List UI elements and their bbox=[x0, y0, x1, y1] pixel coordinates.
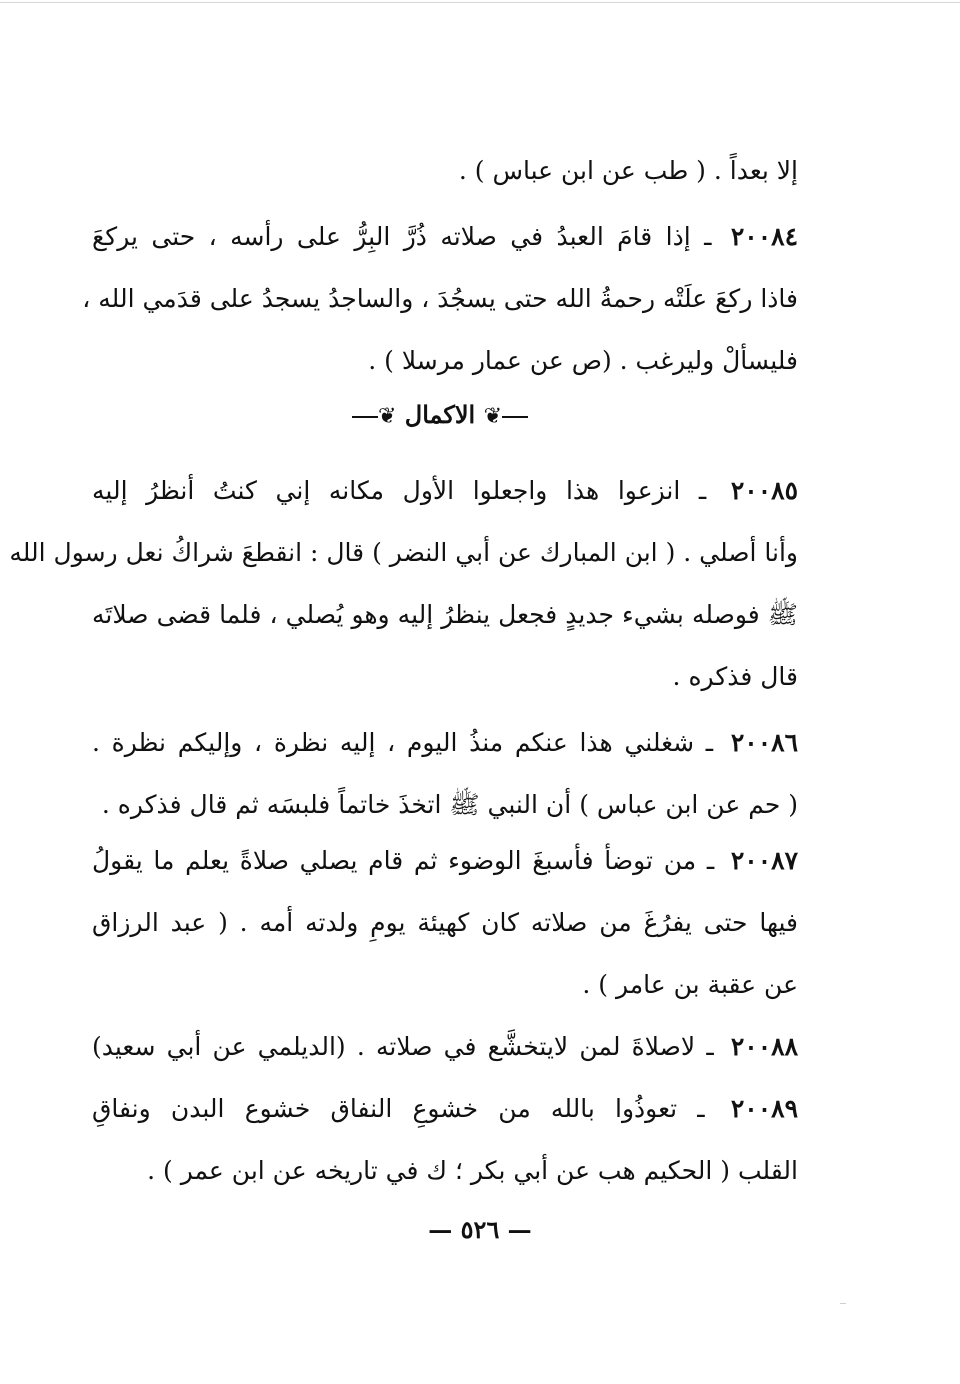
text-line bbox=[92, 206, 798, 268]
hadith-number: ٢٠٠٨٤ bbox=[730, 222, 799, 251]
hadith-20087 bbox=[92, 830, 798, 1016]
hadith-number: ٢٠٠٨٥ bbox=[730, 476, 798, 505]
text-line bbox=[92, 712, 798, 774]
ornament-icon: ❦ bbox=[483, 403, 502, 429]
ornament-icon: ❦ bbox=[378, 403, 397, 429]
page-number: — ٥٢٦ — bbox=[428, 1215, 532, 1244]
text-line-content: ـ شغلني هذا عنكم منذُ اليوم ، إليه نظرة ، وإليكم نظرة . bbox=[92, 728, 714, 757]
hadith-20089 bbox=[92, 1078, 798, 1202]
text-line: القلب ( الحكيم هب عن أبي بكر ؛ ك في تاريخه عن ابن عمر ) . bbox=[147, 1156, 798, 1185]
text-line bbox=[92, 1016, 798, 1078]
text-line: فاذا ركعَ علَتْه رحمةُ الله حتى يسجُدَ ، والساجدُ يسجدُ على قدَمي الله ، bbox=[82, 284, 798, 313]
text-line-content: ـ تعوذُوا بالله من خشوعِ النفاق خشوع البدن ونفاقِ bbox=[92, 1094, 705, 1123]
text-line-content: ـ إذا قامَ العبدُ في صلاته ذُرَّ البِرُّ على رأسه ، حتى يركعَ bbox=[92, 222, 712, 251]
text-line: إلا بعداً . ( طب عن ابن عباس ) . bbox=[458, 156, 798, 185]
hadith-number: ٢٠٠٨٧ bbox=[730, 846, 798, 875]
text-line bbox=[92, 1078, 798, 1140]
text-line bbox=[92, 460, 798, 522]
text-line: ﷺ فوصله بشيء جديدٍ فجعل ينظرُ إليه وهو يُصلي ، فلما قضى صلاتَه bbox=[92, 600, 798, 629]
hadith-20085 bbox=[9, 460, 798, 708]
text-line-content: ـ لاصلاةَ لمن لايتخشَّع في صلاته . (الديلمي عن أبي سعيد) bbox=[92, 1032, 714, 1061]
hadith-number: ٢٠٠٨٦ bbox=[730, 728, 798, 757]
text-line: فليسألْ وليرغب . (ص عن عمار مرسلا ) . bbox=[368, 346, 798, 375]
paragraph-continuation bbox=[92, 140, 798, 202]
text-line-content: ـ من توضأ فأسبغَ الوضوء ثم قام يصلي صلاةً يعلم ما يقولُ bbox=[92, 846, 715, 875]
text-line: قال فذكره . bbox=[672, 662, 798, 691]
hadith-20088 bbox=[92, 1016, 798, 1078]
text-line: فيها حتى يفرُغَ من صلاته كان كهيئة يومِ ولدته أمه . ( عبد الرزاق bbox=[92, 908, 798, 937]
scan-speck bbox=[840, 1303, 846, 1304]
ornament-line-icon bbox=[352, 416, 378, 418]
ornament-line-icon bbox=[502, 416, 528, 418]
section-heading-text: الاكمال bbox=[404, 400, 476, 429]
text-line bbox=[92, 830, 798, 892]
section-heading bbox=[330, 390, 550, 440]
hadith-20084 bbox=[82, 206, 799, 392]
hadith-20086 bbox=[92, 712, 798, 836]
text-line: عن عقبة بن عامر ) . bbox=[582, 970, 798, 999]
hadith-number: ٢٠٠٨٩ bbox=[730, 1094, 798, 1123]
hadith-number: ٢٠٠٨٨ bbox=[730, 1032, 798, 1061]
text-line: وأنا أصلي . ( ابن المبارك عن أبي النضر ) قال : انقطعَ شراكُ نعل رسول الله bbox=[9, 538, 798, 567]
text-line: ( حم عن ابن عباس ) أن النبي ﷺ اتخذَ خاتماً فلبسَه ثم قال فذكره . bbox=[101, 790, 798, 819]
scan-edge bbox=[0, 2, 960, 3]
text-line-content: ـ انزعوا هذا واجعلوا الأول مكانه إني كنتُ أنظرُ إليه bbox=[92, 476, 707, 505]
